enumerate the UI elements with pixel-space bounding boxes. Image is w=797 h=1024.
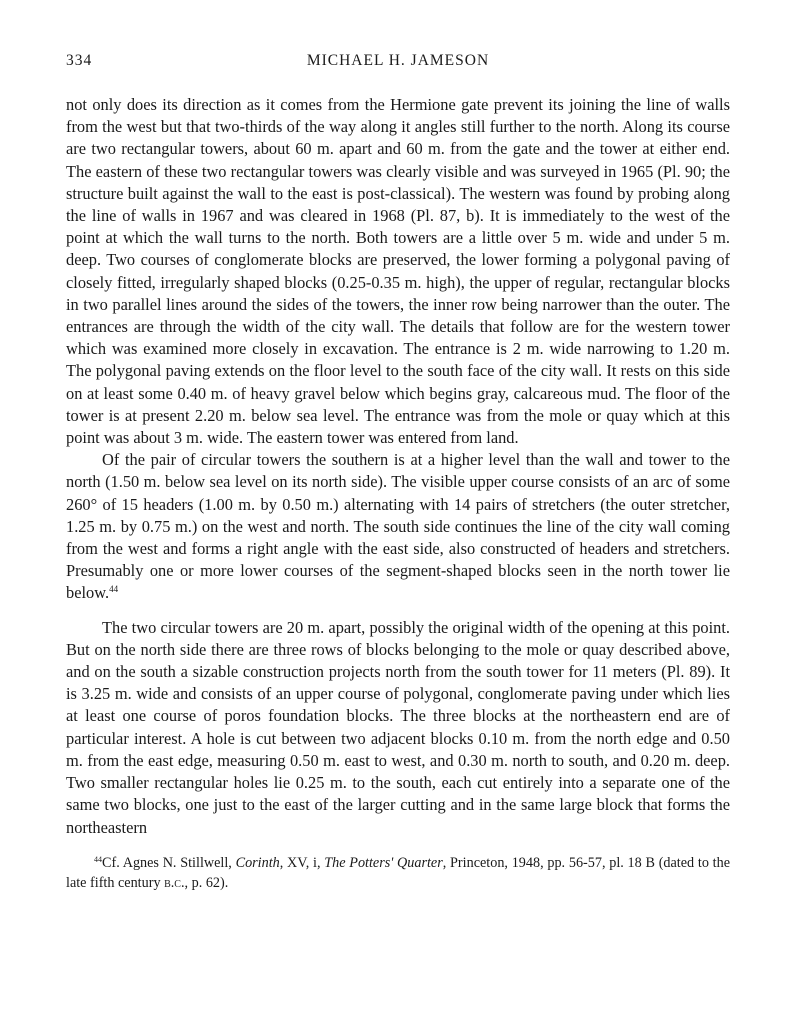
page-number: 334 [66,52,93,69]
paragraph-3: The two circular towers are 20 m. apart, possibly the original width of the opening at this point. But on the north side there are three rows of blocks belonging to the mole or quay described above, and on the south a sizable construction projects north from the south tower for 11 meters (Pl. 89). It is 3.25 m. wide and consists of an upper course of polygonal, conglomerate paving under which lies at least one course of poros foundation blocks. The three blocks at the northeastern end are of particular interest. A hole is cut between two adjacent blocks 0.10 m. from the north edge and 0.50 m. from the east edge, measuring 0.50 m. east to west, and 0.30 m. north to south, and 0.20 m. deep. Two smaller rectangular holes lie 0.25 m. to the south, each cut entirely into a separate one of the same two blocks, one just to the east of the larger cutting and in the same large block that forms the northeastern [66,617,730,837]
paragraph-2-text: Of the pair of circular towers the southern is at a higher level than the wall and tower to the north (1.50 m. below sea level on its north side). The visible upper course consists of an arc of some 260° of 15 headers (1.00 m. by 0.50 m.) alternating with 14 pairs of stretchers (the outer stretcher, 1.25 m. by 0.75 m.) on the west and north. The south side continues the line of the city wall coming from the west and forms a right angle with the east side, also constructed of headers and stretchers. Presumably one or more lower courses of the segment-shaped blocks seen in the north tower lie below. [66,450,730,603]
footnote-text-post: , p. 62). [184,874,229,891]
footnote-title-corinth: Corinth [235,854,280,871]
footnote-text-mid-2: , Princeton, 1948, pp. 56-57, pl. 18 B (dated to the late fifth century [66,854,730,891]
author-header: MICHAEL H. JAMESON [306,52,490,69]
footnote-title-potters-quarter: The Potters' Quarter [324,854,443,871]
document-page [66,52,730,893]
body-text [66,94,730,839]
footnote-text-pre: Cf. Agnes N. Stillwell, [102,854,236,871]
paragraph-1: not only does its direction as it comes from the Hermione gate prevent its joining the line of walls from the west but that two-thirds of the way along it angles still further to the north. Along its course are two rectangular towers, about 60 m. apart and 60 m. from the gate and the tower at either end. The eastern of these two rectangular towers was clearly visible and was surveyed in 1965 (Pl. 90; the structure built against the wall to the east is post-classical). The western was found by probing along the line of walls in 1967 and was cleared in 1968 (Pl. 87, b). It is immediately to the west of the point at which the wall turns to the north. Both towers are a little over 5 m. wide and under 5 m. deep. Two courses of conglomerate blocks are preserved, the lower forming a polygonal paving of closely fitted, irregularly shaped blocks (0.25-0.35 m. high), the upper of regular, rectangular blocks in two parallel lines around the sides of the towers, the inner row being narrower than the outer. The entrances are through the width of the city wall. The details that follow are for the western tower which was examined more closely in excavation. The entrance is 2 m. wide narrowing to 1.20 m. The polygonal paving extends on the floor level to the south face of the city wall. It rests on this side on at least some 0.40 m. of heavy gravel below which begins gray, calcareous mud. The floor of the tower is at present 2.20 m. below sea level. The entrance was from the mole or quay which at this point was about 3 m. wide. The eastern tower was entered from land. [66,95,730,448]
paragraph-2 [66,449,730,604]
footnote-ref-44[interactable]: 44 [109,584,119,595]
running-head [66,52,730,78]
footnote-text-mid-1: , XV, i, [279,854,325,871]
footnote-era: b.c. [164,874,185,891]
footnote-44 [66,853,730,893]
footnote-number: 44 [94,854,102,864]
